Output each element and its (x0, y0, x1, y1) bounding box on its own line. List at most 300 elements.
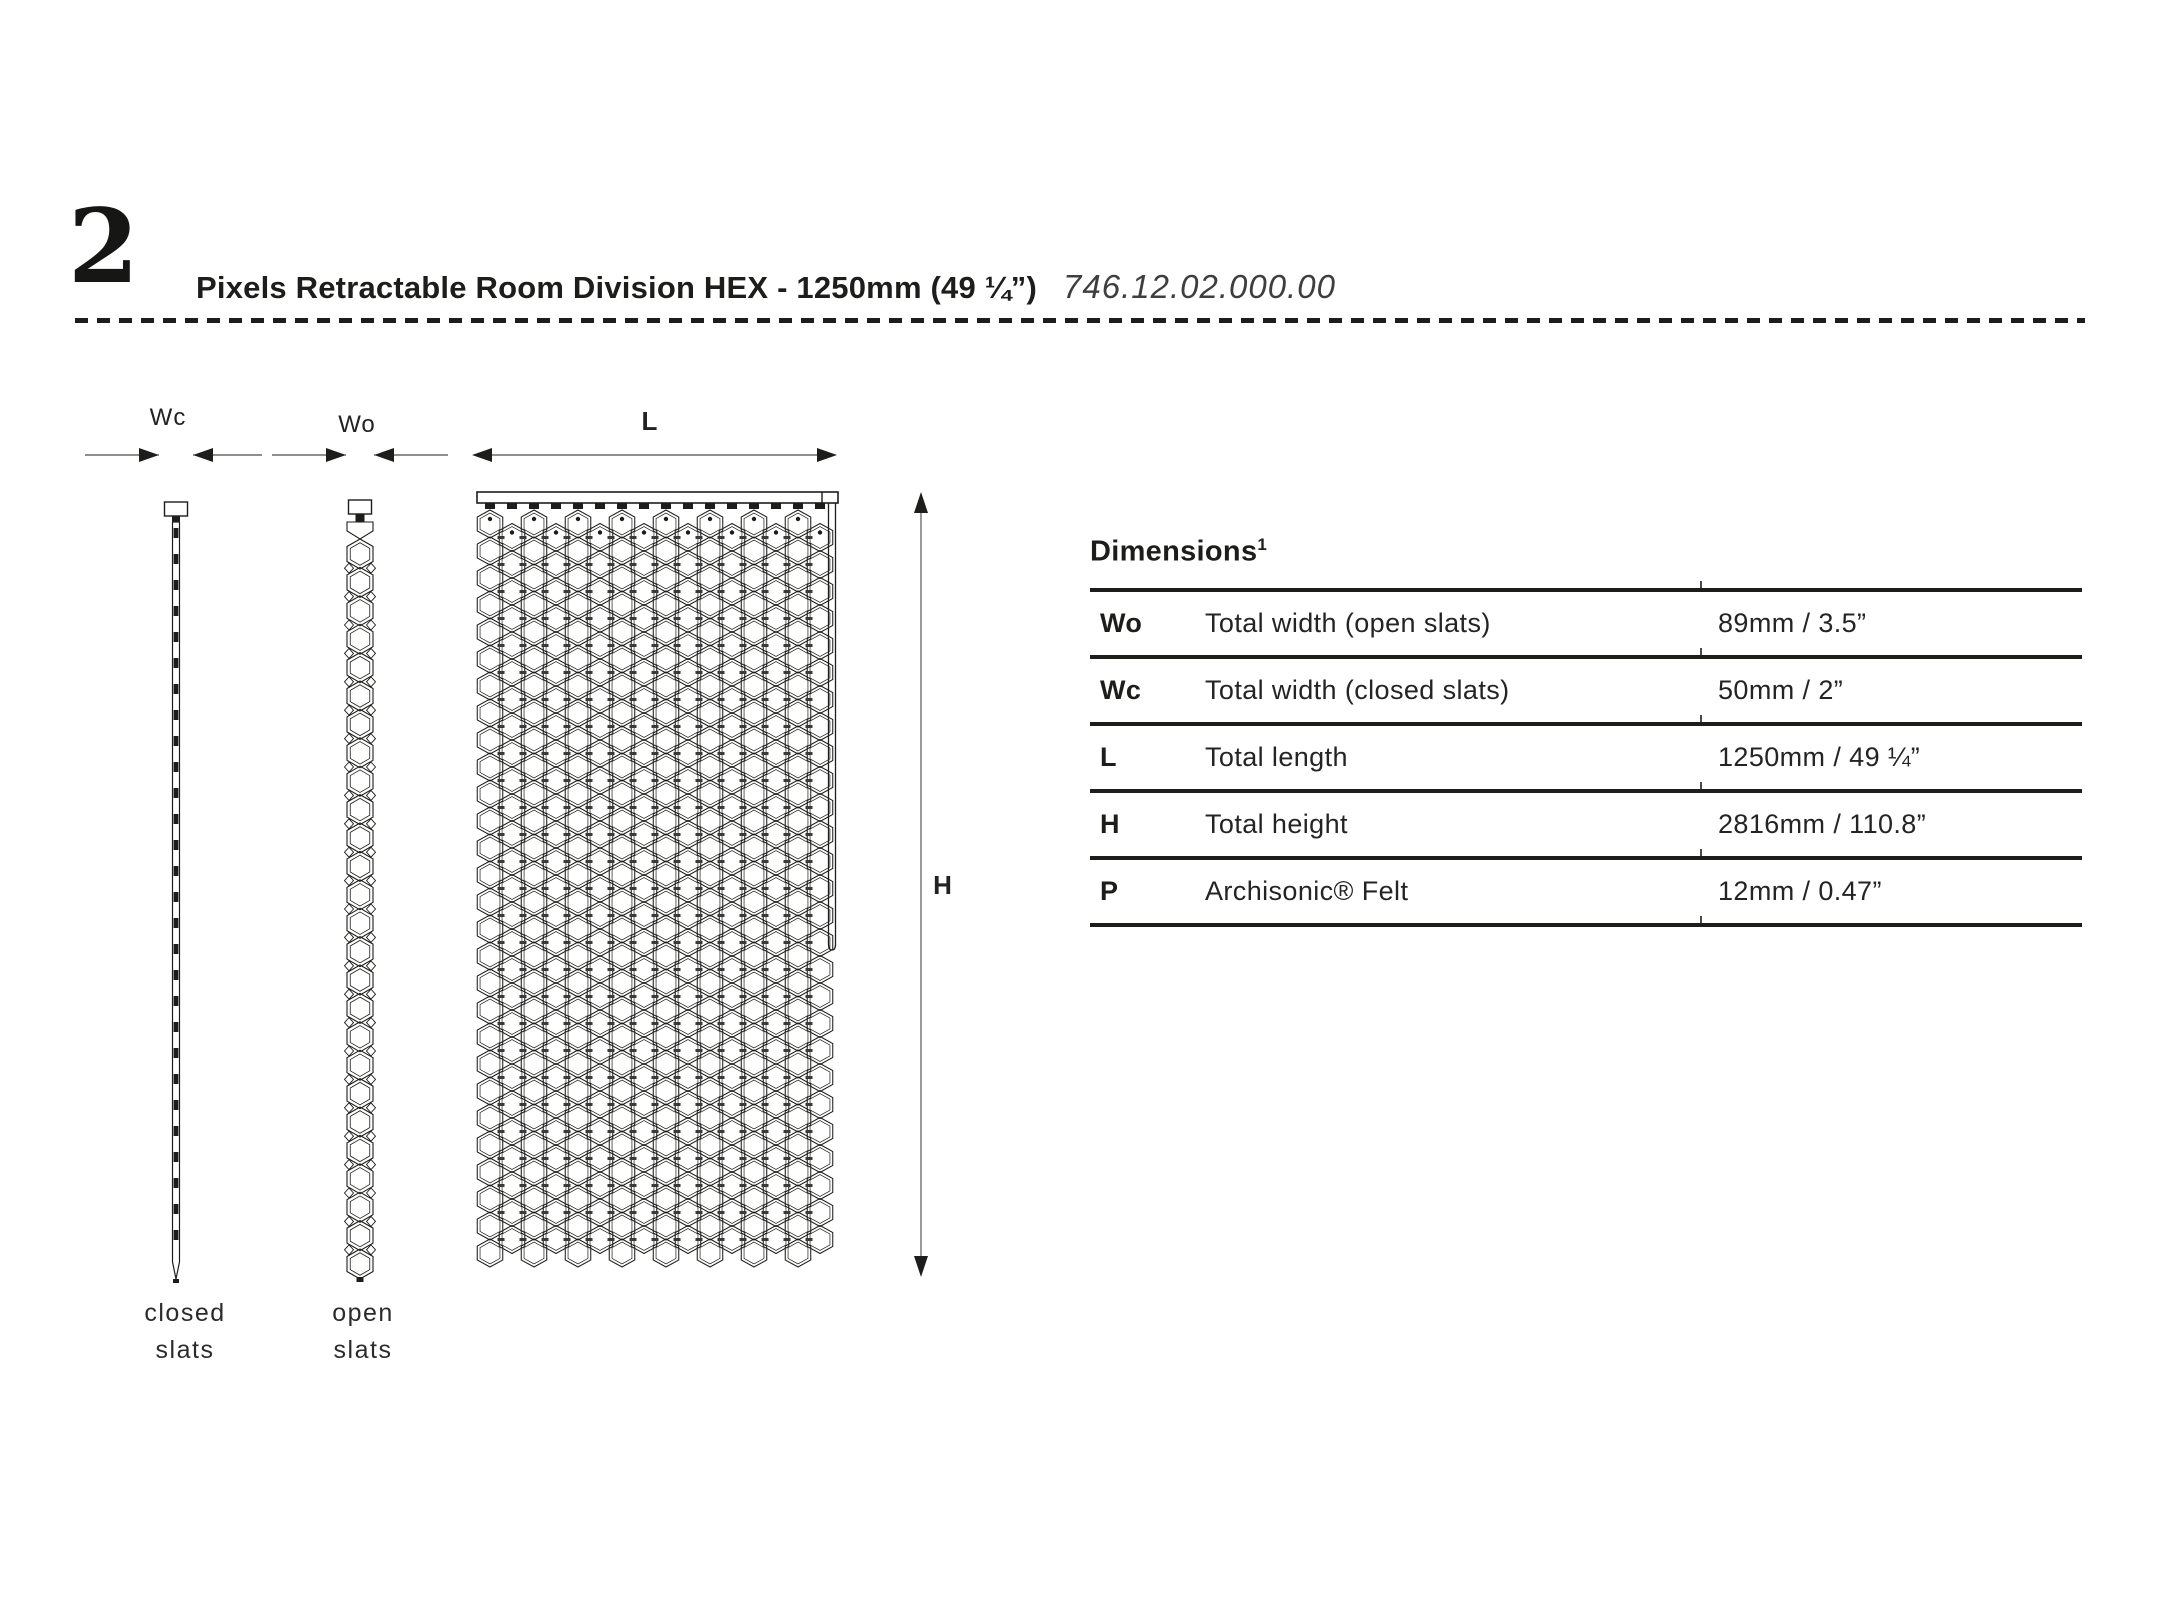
link-nub (520, 617, 527, 620)
link-nub (762, 617, 769, 620)
link-nub (696, 833, 703, 836)
link-nub (718, 1130, 725, 1133)
table-rule (1090, 722, 2082, 726)
link-nub (806, 995, 813, 998)
link-nub (696, 1049, 703, 1052)
link-nub (608, 1049, 615, 1052)
link-nub (784, 590, 791, 593)
link-nub (564, 671, 571, 674)
link-nub (542, 833, 549, 836)
link-nub (542, 1157, 549, 1160)
link-nub (520, 806, 527, 809)
link-nub (762, 752, 769, 755)
link-nub (586, 644, 593, 647)
link-nub (718, 779, 725, 782)
link-nub (586, 1049, 593, 1052)
link-nub (784, 563, 791, 566)
link-nub (784, 941, 791, 944)
link-nub (806, 590, 813, 593)
link-nub (674, 671, 681, 674)
link-nub (674, 806, 681, 809)
link-nub (740, 590, 747, 593)
link-nub (696, 563, 703, 566)
link-nub (652, 1103, 659, 1106)
link-nub (784, 833, 791, 836)
link-nub (608, 1157, 615, 1160)
link-nub (498, 1130, 505, 1133)
link-nub (520, 1130, 527, 1133)
link-nub (520, 752, 527, 755)
link-nub (806, 617, 813, 620)
link-nub (630, 536, 637, 539)
link-nub (740, 1211, 747, 1214)
link-nub (696, 968, 703, 971)
link-nub (608, 779, 615, 782)
link-nub (806, 968, 813, 971)
link-nub (586, 887, 593, 890)
link-nub (586, 1238, 593, 1241)
link-nub (498, 1157, 505, 1160)
link-nub (630, 725, 637, 728)
link-nub (740, 968, 747, 971)
link-nub (806, 860, 813, 863)
link-nub (652, 1022, 659, 1025)
link-nub (586, 1211, 593, 1214)
link-nub (740, 617, 747, 620)
link-nub (586, 1022, 593, 1025)
link-nub (740, 1130, 747, 1133)
link-nub (564, 698, 571, 701)
link-nub (740, 1184, 747, 1187)
link-nub (674, 1076, 681, 1079)
link-nub (762, 806, 769, 809)
link-nub (718, 1022, 725, 1025)
link-nub (630, 1103, 637, 1106)
link-nub (564, 1238, 571, 1241)
link-nub (674, 1238, 681, 1241)
hanger-dot (620, 517, 624, 521)
link-nub (652, 806, 659, 809)
link-nub (740, 833, 747, 836)
link-nub (674, 1184, 681, 1187)
link-nub (674, 860, 681, 863)
link-nub (652, 779, 659, 782)
link-nub (630, 941, 637, 944)
link-nub (520, 671, 527, 674)
link-nub (498, 671, 505, 674)
arrow-left-icon (193, 448, 213, 462)
table-rule (1090, 588, 2082, 592)
link-nub (564, 752, 571, 755)
link-nub (718, 563, 725, 566)
link-nub (696, 1211, 703, 1214)
hanger-dot (576, 517, 580, 521)
table-rule (1090, 655, 2082, 659)
link-nub (520, 1103, 527, 1106)
link-nub (762, 725, 769, 728)
link-nub (674, 644, 681, 647)
link-nub (564, 617, 571, 620)
link-nub (630, 1211, 637, 1214)
link-nub (740, 806, 747, 809)
link-nub (806, 941, 813, 944)
link-nub (586, 860, 593, 863)
link-nub (564, 833, 571, 836)
link-nub (542, 995, 549, 998)
hanger-dot (532, 517, 536, 521)
link-nub (520, 590, 527, 593)
link-nub (784, 1130, 791, 1133)
link-nub (630, 779, 637, 782)
link-nub (806, 1211, 813, 1214)
link-nub (674, 536, 681, 539)
link-nub (630, 590, 637, 593)
link-nub (652, 752, 659, 755)
link-nub (718, 590, 725, 593)
link-nub (542, 806, 549, 809)
link-nub (520, 941, 527, 944)
link-nub (542, 941, 549, 944)
link-nub (586, 779, 593, 782)
link-nub (652, 1211, 659, 1214)
link-nub (564, 914, 571, 917)
dim-label-wo: Wo (338, 411, 376, 438)
table-row (1090, 659, 2082, 722)
link-nub (718, 752, 725, 755)
link-nub (630, 968, 637, 971)
link-nub (608, 1211, 615, 1214)
link-nub (806, 563, 813, 566)
arrow-down-icon (914, 1256, 928, 1277)
link-nub (586, 941, 593, 944)
link-nub (674, 968, 681, 971)
link-nub (718, 806, 725, 809)
link-nub (542, 1130, 549, 1133)
link-nub (608, 563, 615, 566)
link-nub (674, 1103, 681, 1106)
link-nub (652, 617, 659, 620)
link-nub (520, 833, 527, 836)
link-nub (630, 671, 637, 674)
link-nub (674, 590, 681, 593)
link-nub (520, 725, 527, 728)
arrow-right-icon (326, 448, 346, 462)
link-nub (718, 1184, 725, 1187)
link-nub (498, 590, 505, 593)
link-nub (784, 1238, 791, 1241)
link-nub (608, 590, 615, 593)
link-nub (762, 968, 769, 971)
link-nub (740, 914, 747, 917)
link-nub (674, 1211, 681, 1214)
link-nub (652, 1238, 659, 1241)
link-nub (696, 1157, 703, 1160)
link-nub (542, 725, 549, 728)
link-nub (542, 617, 549, 620)
link-nub (674, 779, 681, 782)
link-nub (762, 1184, 769, 1187)
link-nub (806, 1103, 813, 1106)
link-nub (674, 1049, 681, 1052)
link-nub (630, 1049, 637, 1052)
link-nub (696, 725, 703, 728)
link-nub (696, 590, 703, 593)
link-nub (762, 644, 769, 647)
arrow-up-icon (914, 492, 928, 513)
link-nub (652, 1157, 659, 1160)
table-rule (1090, 856, 2082, 860)
row-code: L (1100, 742, 1117, 772)
link-nub (740, 779, 747, 782)
link-nub (696, 644, 703, 647)
hanger-dot (818, 530, 822, 534)
link-nub (784, 914, 791, 917)
link-nub (784, 860, 791, 863)
link-nub (542, 1238, 549, 1241)
link-nub (586, 590, 593, 593)
link-nub (498, 1211, 505, 1214)
link-nub (674, 698, 681, 701)
link-nub (630, 563, 637, 566)
link-nub (542, 1049, 549, 1052)
link-nub (630, 1157, 637, 1160)
link-nub (520, 887, 527, 890)
link-nub (784, 644, 791, 647)
link-nub (740, 995, 747, 998)
link-nub (674, 617, 681, 620)
link-nub (498, 779, 505, 782)
link-nub (586, 1184, 593, 1187)
link-nub (586, 968, 593, 971)
hanger-dot (708, 517, 712, 521)
link-nub (564, 941, 571, 944)
link-nub (608, 1238, 615, 1241)
link-nub (608, 725, 615, 728)
link-nub (652, 725, 659, 728)
link-nub (784, 671, 791, 674)
link-nub (498, 968, 505, 971)
link-nub (520, 1211, 527, 1214)
link-nub (718, 1076, 725, 1079)
link-nub (652, 1184, 659, 1187)
link-nub (630, 1130, 637, 1133)
hanger-dot (774, 530, 778, 534)
link-nub (498, 833, 505, 836)
link-nub (586, 725, 593, 728)
link-nub (608, 1103, 615, 1106)
link-nub (608, 752, 615, 755)
link-nub (564, 1049, 571, 1052)
link-nub (652, 563, 659, 566)
dimensions-table (1090, 535, 2082, 927)
link-nub (586, 698, 593, 701)
link-nub (740, 1103, 747, 1106)
link-nub (542, 1211, 549, 1214)
link-nub (608, 617, 615, 620)
link-nub (630, 914, 637, 917)
link-nub (806, 1022, 813, 1025)
link-nub (806, 1130, 813, 1133)
row-description: Total length (1205, 742, 1348, 772)
link-nub (542, 671, 549, 674)
link-nub (542, 536, 549, 539)
link-nub (564, 1130, 571, 1133)
link-nub (806, 1049, 813, 1052)
link-nub (762, 671, 769, 674)
link-nub (630, 1238, 637, 1241)
link-nub (762, 995, 769, 998)
link-nub (806, 671, 813, 674)
link-nub (608, 698, 615, 701)
link-nub (498, 1022, 505, 1025)
link-nub (586, 833, 593, 836)
link-nub (520, 644, 527, 647)
link-nub (542, 698, 549, 701)
link-nub (652, 914, 659, 917)
link-nub (498, 914, 505, 917)
link-nub (740, 752, 747, 755)
link-nub (564, 563, 571, 566)
link-nub (542, 1103, 549, 1106)
hanger-dot (664, 517, 668, 521)
link-nub (608, 536, 615, 539)
link-nub (762, 833, 769, 836)
row-description: Total height (1205, 809, 1348, 839)
link-nub (652, 941, 659, 944)
link-nub (674, 563, 681, 566)
link-nub (608, 1076, 615, 1079)
link-nub (498, 1238, 505, 1241)
link-nub (608, 1022, 615, 1025)
link-nub (762, 1103, 769, 1106)
link-nub (806, 1184, 813, 1187)
link-nub (784, 1211, 791, 1214)
link-nub (718, 833, 725, 836)
link-nub (696, 995, 703, 998)
link-nub (652, 1130, 659, 1133)
link-nub (564, 1022, 571, 1025)
link-nub (608, 1130, 615, 1133)
link-nub (608, 968, 615, 971)
link-nub (740, 1157, 747, 1160)
link-nub (630, 806, 637, 809)
link-nub (696, 1076, 703, 1079)
link-nub (542, 752, 549, 755)
link-nub (806, 914, 813, 917)
link-nub (740, 1238, 747, 1241)
link-nub (498, 1103, 505, 1106)
link-nub (608, 914, 615, 917)
hanger-dot (488, 517, 492, 521)
link-nub (762, 590, 769, 593)
link-nub (608, 860, 615, 863)
link-nub (630, 1184, 637, 1187)
link-nub (718, 887, 725, 890)
row-description: Archisonic® Felt (1205, 876, 1409, 906)
section-number: 2 (68, 187, 139, 307)
link-nub (784, 995, 791, 998)
link-nub (608, 806, 615, 809)
link-nub (718, 995, 725, 998)
link-nub (586, 752, 593, 755)
link-nub (718, 1049, 725, 1052)
link-nub (564, 644, 571, 647)
link-nub (586, 563, 593, 566)
link-nub (784, 887, 791, 890)
link-nub (498, 698, 505, 701)
link-nub (498, 752, 505, 755)
link-nub (806, 752, 813, 755)
link-nub (674, 1130, 681, 1133)
link-nub (652, 698, 659, 701)
link-nub (564, 590, 571, 593)
link-nub (762, 887, 769, 890)
table-rule (1090, 923, 2082, 927)
link-nub (674, 941, 681, 944)
link-nub (630, 752, 637, 755)
link-nub (498, 806, 505, 809)
link-nub (762, 563, 769, 566)
row-code: Wo (1100, 608, 1143, 638)
link-nub (520, 1157, 527, 1160)
link-nub (784, 698, 791, 701)
link-nub (542, 1022, 549, 1025)
link-nub (696, 752, 703, 755)
link-nub (674, 833, 681, 836)
link-nub (696, 698, 703, 701)
link-nub (740, 536, 747, 539)
link-nub (564, 536, 571, 539)
link-nub (630, 698, 637, 701)
link-nub (630, 644, 637, 647)
page-title: Pixels Retractable Room Division HEX - 1250mm (49 ¼”) (196, 270, 1038, 305)
link-nub (564, 1076, 571, 1079)
link-nub (718, 1238, 725, 1241)
link-nub (564, 887, 571, 890)
link-nub (718, 941, 725, 944)
link-nub (652, 995, 659, 998)
link-nub (718, 644, 725, 647)
link-nub (740, 725, 747, 728)
link-nub (740, 860, 747, 863)
link-nub (784, 617, 791, 620)
link-nub (784, 536, 791, 539)
link-nub (718, 1103, 725, 1106)
link-nub (718, 725, 725, 728)
row-code: Wc (1100, 675, 1142, 705)
link-nub (784, 725, 791, 728)
link-nub (718, 617, 725, 620)
link-nub (674, 914, 681, 917)
link-nub (696, 1103, 703, 1106)
link-nub (630, 1076, 637, 1079)
link-nub (652, 671, 659, 674)
link-nub (696, 1238, 703, 1241)
link-nub (542, 644, 549, 647)
link-nub (740, 644, 747, 647)
link-nub (740, 1022, 747, 1025)
link-nub (520, 698, 527, 701)
link-nub (630, 833, 637, 836)
row-value: 89mm / 3.5” (1718, 608, 1867, 638)
link-nub (542, 1076, 549, 1079)
link-nub (652, 536, 659, 539)
link-nub (784, 779, 791, 782)
row-description: Total width (closed slats) (1205, 675, 1510, 705)
hanger-dot (554, 530, 558, 534)
row-description: Total width (open slats) (1205, 608, 1491, 638)
link-nub (696, 1184, 703, 1187)
